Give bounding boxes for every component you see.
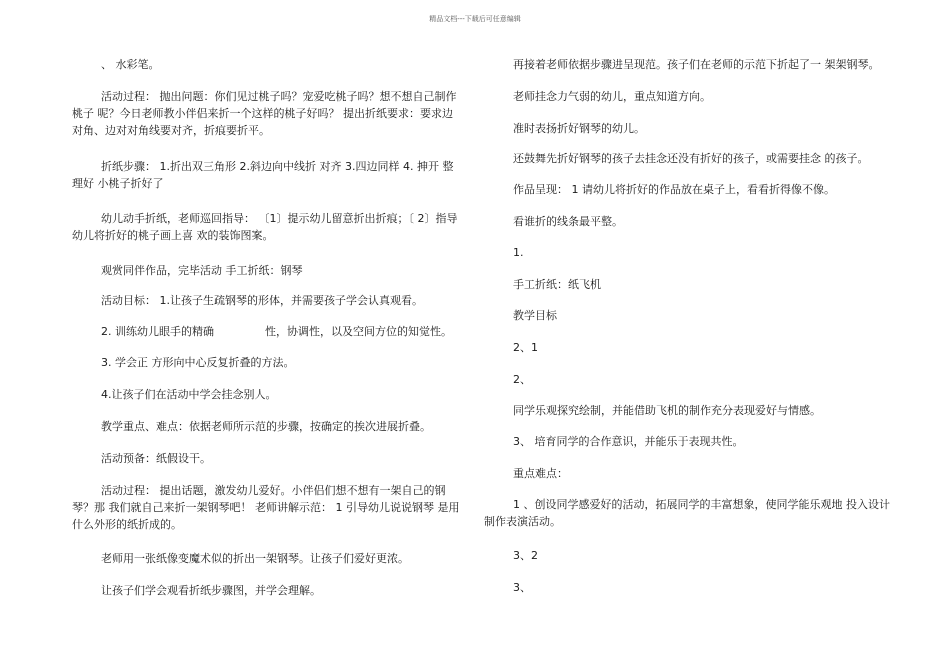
paragraph: 2、	[513, 373, 531, 386]
paragraph: 看谁折的线条最平整。	[513, 215, 623, 228]
paragraph: 同学乐观探究绘制，并能借助飞机的制作充分表现爱好与情感。	[513, 404, 821, 417]
paragraph: 1.	[513, 246, 524, 259]
paragraph: 手工折纸：纸飞机	[513, 278, 601, 291]
paragraph: 幼儿动手折纸，老师巡回指导： 〔1〕提示幼儿留意折出折痕；〔 2〕指导幼儿将折好的桃子画上喜 欢的装饰图案。	[72, 212, 458, 242]
paragraph: 准时表扬折好钢琴的幼儿。	[513, 122, 645, 135]
paragraph: 作品呈现： 1 请幼儿将折好的作品放在桌子上，看看折得像不像。	[513, 183, 835, 196]
paragraph: 活动预备：纸假设干。	[101, 452, 211, 465]
paragraph: 教学目标	[513, 309, 557, 322]
paragraph: 折纸步骤： 1.折出双三角形 2.斜边向中线折 对齐 3.四边同样 4. 抻开 整理好 小桃子折好了	[72, 160, 454, 190]
paragraph: 再接着老师依据步骤进呈现范。孩子们在老师的示范下折起了一 架架钢琴。	[513, 58, 880, 71]
paragraph: 活动过程： 抛出问题：你们见过桃子吗？宠爱吃桃子吗？想不想自己制作桃子 呢？今日老师教小伴侣来折一个这样的桃子好吗？ 提出折纸要求：要求边对角、边对对角线要对齐，折痕要折平。	[72, 90, 457, 137]
paragraph: 重点难点：	[513, 467, 568, 480]
paragraph: 1 、创设同学感爱好的活动，拓展同学的丰富想象，使同学能乐观地 投入设计制作表演活动。	[484, 498, 890, 528]
paragraph: 观赏同伴作品，完毕活动 手工折纸：钢琴	[101, 264, 303, 277]
paragraph: 活动目标： 1.让孩子生疏钢琴的形体，并需要孩子学会认真观看。	[101, 294, 423, 307]
paragraph: 3、 培育同学的合作意识，并能乐于表现共性。	[513, 435, 744, 448]
paragraph: 2、1	[513, 341, 538, 354]
paragraph: 3、2	[513, 549, 538, 562]
paragraph: 还鼓舞先折好钢琴的孩子去挂念还没有折好的孩子，或需要挂念 的孩子。	[513, 152, 869, 165]
paragraph: 老师挂念力气弱的幼儿，重点知道方向。	[513, 90, 711, 103]
paragraph: 性，协调性，以及空间方位的知觉性。	[265, 325, 452, 338]
paragraph: 让孩子们学会观看折纸步骤图，并学会理解。	[101, 584, 321, 597]
paragraph: 教学重点、难点：依据老师所示范的步骤，按确定的挨次进展折叠。	[101, 420, 431, 433]
paragraph: 、 水彩笔。	[101, 58, 160, 71]
paragraph: 2. 训练幼儿眼手的精确	[101, 325, 214, 338]
paragraph: 老师用一张纸像变魔术似的折出一架钢琴。让孩子们爱好更浓。	[101, 552, 409, 565]
paragraph: 活动过程： 提出话题，激发幼儿爱好。小伴侣们想不想有一架自己的钢琴？那 我们就自己来折一架钢琴吧！ 老师讲解示范： 1 引导幼儿说说钢琴 是用什么外形的纸折成的。	[72, 484, 460, 531]
paragraph: 3. 学会正 方形向中心反复折叠的方法。	[101, 356, 295, 369]
paragraph: 3、	[513, 581, 531, 594]
paragraph: 4.让孩子们在活动中学会挂念别人。	[101, 388, 277, 401]
page-header: 精品文档---下载后可任意编辑	[429, 15, 521, 23]
